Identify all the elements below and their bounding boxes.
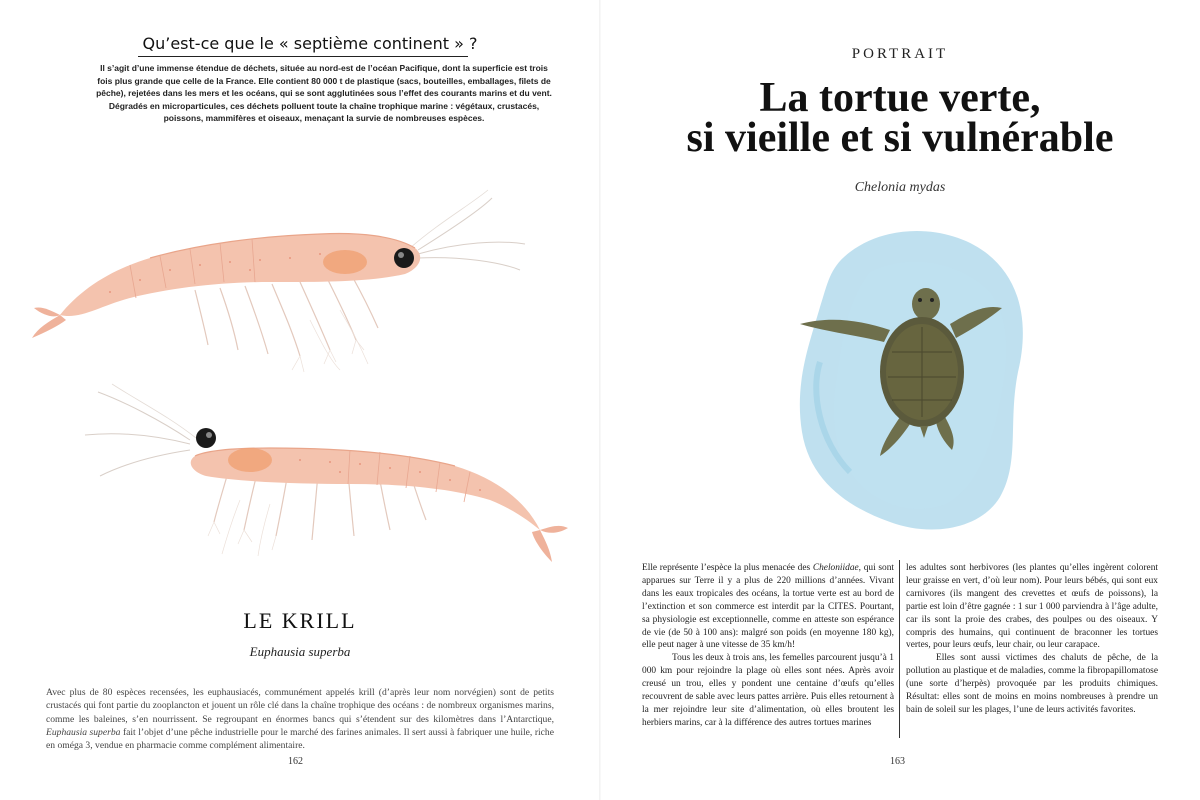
- sidebox-title: Qu’est-ce que le « septième continent » ?: [142, 34, 478, 53]
- title-line-1: La tortue verte,: [759, 75, 1041, 121]
- article-column-1: [642, 562, 894, 730]
- sidebox-text: Il s’agit d’une immense étendue de déchets, située au nord-est de l’océan Pacifique, dont la superficie est trois fois plus grande que celle de la France. Elle contient 80 000 t de plastique (sacs, bouteilles, emballages, filets de pêche), rejetées dans les mers et les océans, qui se sont agglutinées sous l’effet des courants marins et du vent. Dégradés en microparticules, ces déchets polluent toute la chaîne trophique marine : végétaux, crustacés, poissons, mammifères et oiseaux, menaçant la survie de nombreuses espèces.: [96, 63, 552, 124]
- krill-body-text: [46, 686, 554, 752]
- col1-text-a: Elle représente l’espèce la plus menacée des: [642, 563, 813, 573]
- krill-scientific-name: Euphausia superba: [249, 644, 351, 659]
- article-column-2: [906, 562, 1158, 717]
- krill-lower: [85, 384, 568, 562]
- right-page: [600, 0, 1200, 800]
- krill-upper: [32, 190, 525, 372]
- sidebox-underline: [138, 56, 468, 57]
- column-divider: [899, 560, 900, 738]
- page-number-left: 162: [288, 756, 303, 767]
- article-title: [600, 75, 1200, 161]
- green-turtle-illustration: [780, 212, 1040, 542]
- col1-text-b: , qui sont apparues sur Terre il y a plus de 220 millions d’années. Vivant dans les eaux tropicales des océans, la tortue verte est au bord de l’extinction et son commerce est interdit par la CITES. Pourtant, sa physiologie est exceptionnelle, comme en atteste son espérance de vie (de 50 à 100 ans): malgré son poids (en moyenne 180 kg), elle peut nager à une vitesse de 35 km/h!: [642, 563, 895, 651]
- title-line-2: si vieille et si vulnérable: [686, 115, 1114, 161]
- turtle-scientific-name: Chelonia mydas: [854, 180, 946, 195]
- section-label: PORTRAIT: [851, 46, 949, 62]
- col2-paragraph-2: Elles sont aussi victimes des chaluts de pêche, de la pollution au plastique et de maladies, comme la fibropapillomatose (une sorte d’herpès) provoquée par les produits chimiques. Résultat: elles sont de moins en moins nombreuses à prendre un bain de soleil sur les plages, l’une de leurs activités favorites.: [906, 653, 1158, 715]
- krill-body-part2: fait l’objet d’une pêche industrielle pour le marché des farines animales. Il sert aussi à fabriquer une huile, riche en oméga 3, vendue en pharmacie comme complément alimentaire.: [46, 726, 554, 752]
- page-number-right: 163: [890, 756, 905, 767]
- krill-body-part1: Avec plus de 80 espèces recensées, les euphausiacés, communément appelés krill (d’après leur nom norvégien) sont de petits crustacés qui font partie du zooplancton et jouent un rôle clé dans la chaîne trophique des océans : de nombreux organismes marins, comme les baleines, s’en nourrissent. Se regroupant en énormes bancs qui s’étendent sur des kilomètres dans l’Antarctique,: [46, 687, 554, 725]
- col1-italic: Cheloniidae: [812, 563, 859, 573]
- col2-paragraph-1: les adultes sont herbivores (les plantes qu’elles ingèrent colorent leur graisse en vert, d’où leur nom). Pour leurs bébés, qui sont eux carnivores (ils mangent des crevettes et œufs de poissons), la partie est loin d’être gagnée : 1 sur 1 000 parviendra à l’âge adulte, car ils sont la proie des crabes, des poulpes ou des oiseaux. Y compris des humains, qui continuent de braconner les tortues vertes, pour leurs œufs, leur chair, ou leur carapace.: [906, 563, 1158, 651]
- col1-paragraph-2: Tous les deux à trois ans, les femelles parcourent jusqu’à 1 000 km pour rejoindre la plage où elles sont nées. Après avoir creusé un trou, elles y pondent une centaine d’œufs qu’elles recouvrent de sable avec leurs pattes arrière. Puis elles retournent à la mer rejoindre leur site d’alimentation, où elles broutent les herbiers marins, car à la différence des autres tortues marines: [642, 653, 894, 728]
- krill-illustration: [0, 170, 600, 580]
- krill-heading: LE KRILL: [243, 608, 357, 633]
- krill-body-italic: Euphausia superba: [46, 726, 121, 738]
